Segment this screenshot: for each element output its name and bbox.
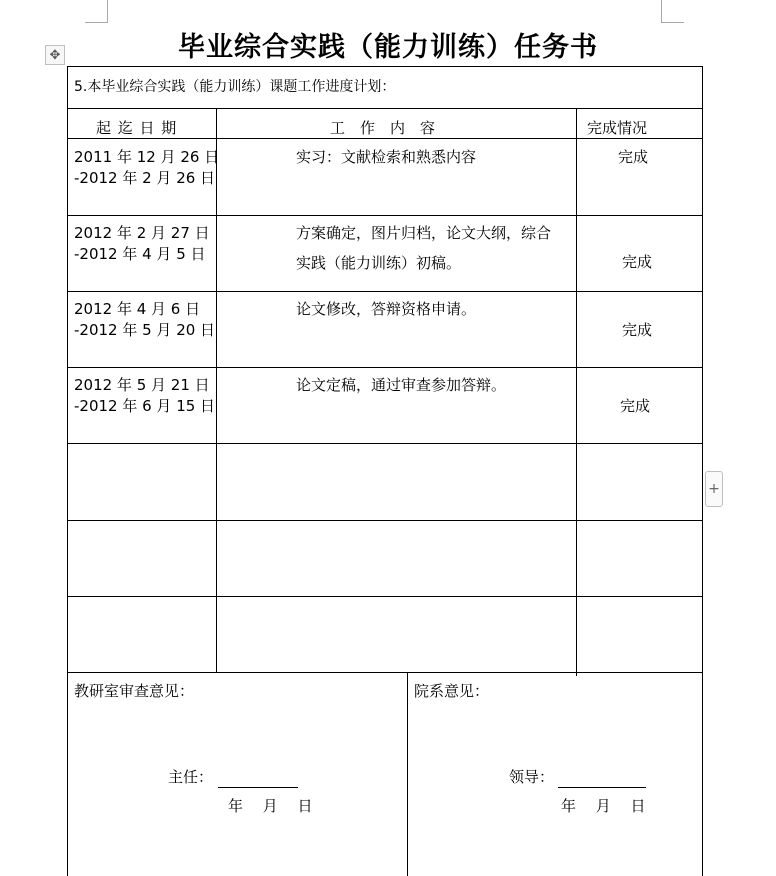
row-divider [67, 215, 703, 216]
review-left-sign-label: 主任： [168, 768, 214, 786]
row-status: 完成 [620, 397, 651, 415]
review-right-date: 年 月 日 [561, 797, 646, 815]
add-row-icon[interactable]: + [705, 471, 723, 507]
row-date-end: -2012 年 6 月 15 日 [74, 397, 216, 415]
row-date-start: 2012 年 5 月 21 日 [74, 376, 210, 394]
column-divider [216, 108, 217, 672]
table-move-handle-icon[interactable]: ✥ [45, 45, 65, 65]
page-corner-top-right [661, 0, 684, 23]
review-left-signature-line [218, 787, 298, 788]
row-date-start: 2012 年 4 月 6 日 [74, 300, 201, 318]
row-content: 论文修改，答辩资格申请。 [296, 300, 477, 318]
row-divider [67, 291, 703, 292]
row-status: 完成 [622, 253, 653, 271]
row-divider [67, 443, 703, 444]
row-content: 论文定稿，通过审查参加答辩。 [296, 376, 507, 394]
row-content: 方案确定，图片归档，论文大纲，综合 [296, 224, 552, 242]
review-left-date: 年 月 日 [228, 797, 313, 815]
review-divider [407, 672, 408, 876]
row-divider [67, 520, 703, 521]
row-divider [67, 367, 703, 368]
table-border-right [702, 66, 703, 876]
column-header-status: 完成情况 [587, 119, 648, 137]
table-border-left [67, 66, 68, 876]
row-date-end: -2012 年 2 月 26 日 [74, 169, 216, 187]
row-date-start: 2011 年 12 月 26 日 [74, 148, 220, 166]
row-content: 实习：文献检索和熟悉内容 [296, 148, 477, 166]
row-date-end: -2012 年 4 月 5 日 [74, 245, 206, 263]
review-right-sign-label: 领导： [509, 768, 555, 786]
row-divider [67, 138, 703, 139]
section-heading: 5.本毕业综合实践（能力训练）课题工作进度计划： [74, 79, 396, 95]
review-right-signature-line [558, 787, 646, 788]
column-header-content: 工 作 内 容 [330, 119, 436, 137]
row-date-end: -2012 年 5 月 20 日 [74, 321, 216, 339]
row-date-start: 2012 年 2 月 27 日 [74, 224, 210, 242]
row-divider [67, 672, 703, 673]
page-corner-top-left [85, 0, 108, 23]
row-status: 完成 [618, 148, 649, 166]
review-left-label: 教研室审查意见： [74, 682, 195, 700]
review-right-label: 院系意见： [414, 682, 490, 700]
row-content-line2: 实践（能力训练）初稿。 [296, 254, 462, 272]
column-divider [576, 108, 577, 676]
row-divider [67, 108, 703, 109]
table-border-top [67, 66, 703, 67]
column-header-date: 起 迄 日 期 [96, 119, 177, 137]
document-title: 毕业综合实践（能力训练）任务书 [178, 32, 598, 63]
row-divider [67, 596, 703, 597]
row-status: 完成 [622, 321, 653, 339]
